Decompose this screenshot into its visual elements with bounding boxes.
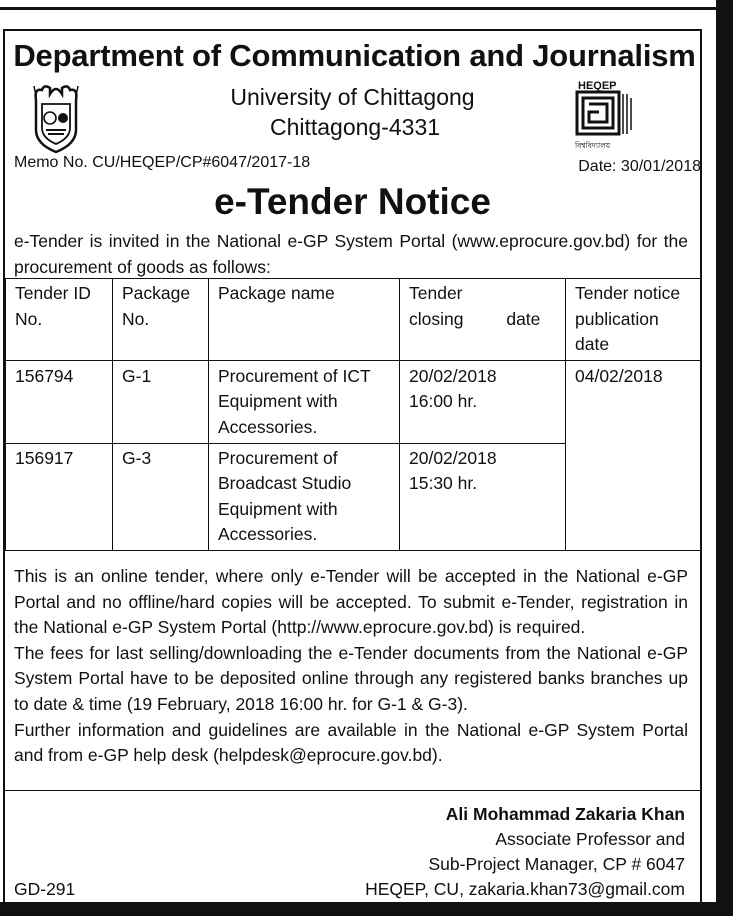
column-header: Tender closing date xyxy=(400,279,566,361)
further-info-paragraph: Further information and guidelines are available in the National e-GP System Portal and from e-GP help desk (helpdesk@eprocure.gov.bd). xyxy=(14,719,688,766)
tender-id-cell: 156794 xyxy=(6,360,113,443)
fees-paragraph: The fees for last selling/downloading the e-Tender documents from the National e-GP System Portal have to be deposited online through any registered banks branches up to date & time (19 February, 2018 16:00 hr. for G-1 & G-3). xyxy=(14,642,688,714)
page-edge-bar xyxy=(716,0,733,916)
closing-date: 20/02/2018 xyxy=(409,365,497,386)
notice-date: Date: 30/01/2018 xyxy=(578,158,701,175)
package-no-cell: G-1 xyxy=(113,360,209,443)
package-name-cell: Procurement of ICT Equipment with Accessories. xyxy=(209,360,400,443)
tender-table xyxy=(5,278,702,551)
column-header: Package name xyxy=(209,279,400,361)
column-header: Tender notice publication date xyxy=(566,279,702,361)
package-name-cell: Procurement of Broadcast Studio Equipment with Accessories. xyxy=(209,443,400,550)
body-text xyxy=(14,564,688,769)
intro-paragraph: e-Tender is invited in the National e-GP System Portal (www.eprocure.gov.bd) for the procurement of goods as follows: xyxy=(14,231,688,277)
table-header-row xyxy=(6,279,702,361)
closing-date: 20/02/2018 xyxy=(409,447,497,468)
divider xyxy=(5,790,702,791)
signatory-title: Sub-Project Manager, CP # 6047 xyxy=(428,854,685,874)
department-title: Department of Communication and Journalism xyxy=(13,38,696,73)
heqep-logo-label: HEQEP xyxy=(578,80,617,92)
university-name: University of Chittagong xyxy=(230,84,475,110)
tender-id-cell: 156917 xyxy=(6,443,113,550)
previous-notice-border xyxy=(0,0,725,10)
university-city: Chittagong-4331 xyxy=(269,114,441,140)
signatory-name: Ali Mohammad Zakaria Khan xyxy=(445,804,685,824)
heqep-logo-bangla: বিশ্ববিদ্যালয় xyxy=(575,141,611,150)
signatory-contact: HEQEP, CU, zakaria.khan73@gmail.com xyxy=(365,879,685,899)
closing-date-cell xyxy=(400,360,566,443)
column-header: Package No. xyxy=(113,279,209,361)
notice-title: e-Tender Notice xyxy=(214,181,491,222)
online-tender-paragraph: This is an online tender, where only e-Tender will be accepted in the National e-GP Portal and no offline/hard copies will be accepted. To submit e-Tender, registration in the National e-GP System Portal (http://www.eprocure.gov.bd) is required. xyxy=(14,566,688,638)
heqep-logo-icon xyxy=(567,78,639,158)
column-header: Tender ID No. xyxy=(6,279,113,361)
closing-date-cell xyxy=(400,443,566,550)
signatory-title: Associate Professor and xyxy=(495,829,685,849)
page-edge-bar xyxy=(0,902,733,916)
memo-number: Memo No. CU/HEQEP/CP#6047/2017-18 xyxy=(14,154,311,171)
gd-number: GD-291 xyxy=(14,879,76,899)
package-no-cell: G-3 xyxy=(113,443,209,550)
closing-time: 16:00 hr. xyxy=(409,391,478,412)
closing-time: 15:30 hr. xyxy=(409,473,478,494)
publication-date-cell: 04/02/2018 xyxy=(566,360,702,550)
table-row xyxy=(6,360,702,443)
